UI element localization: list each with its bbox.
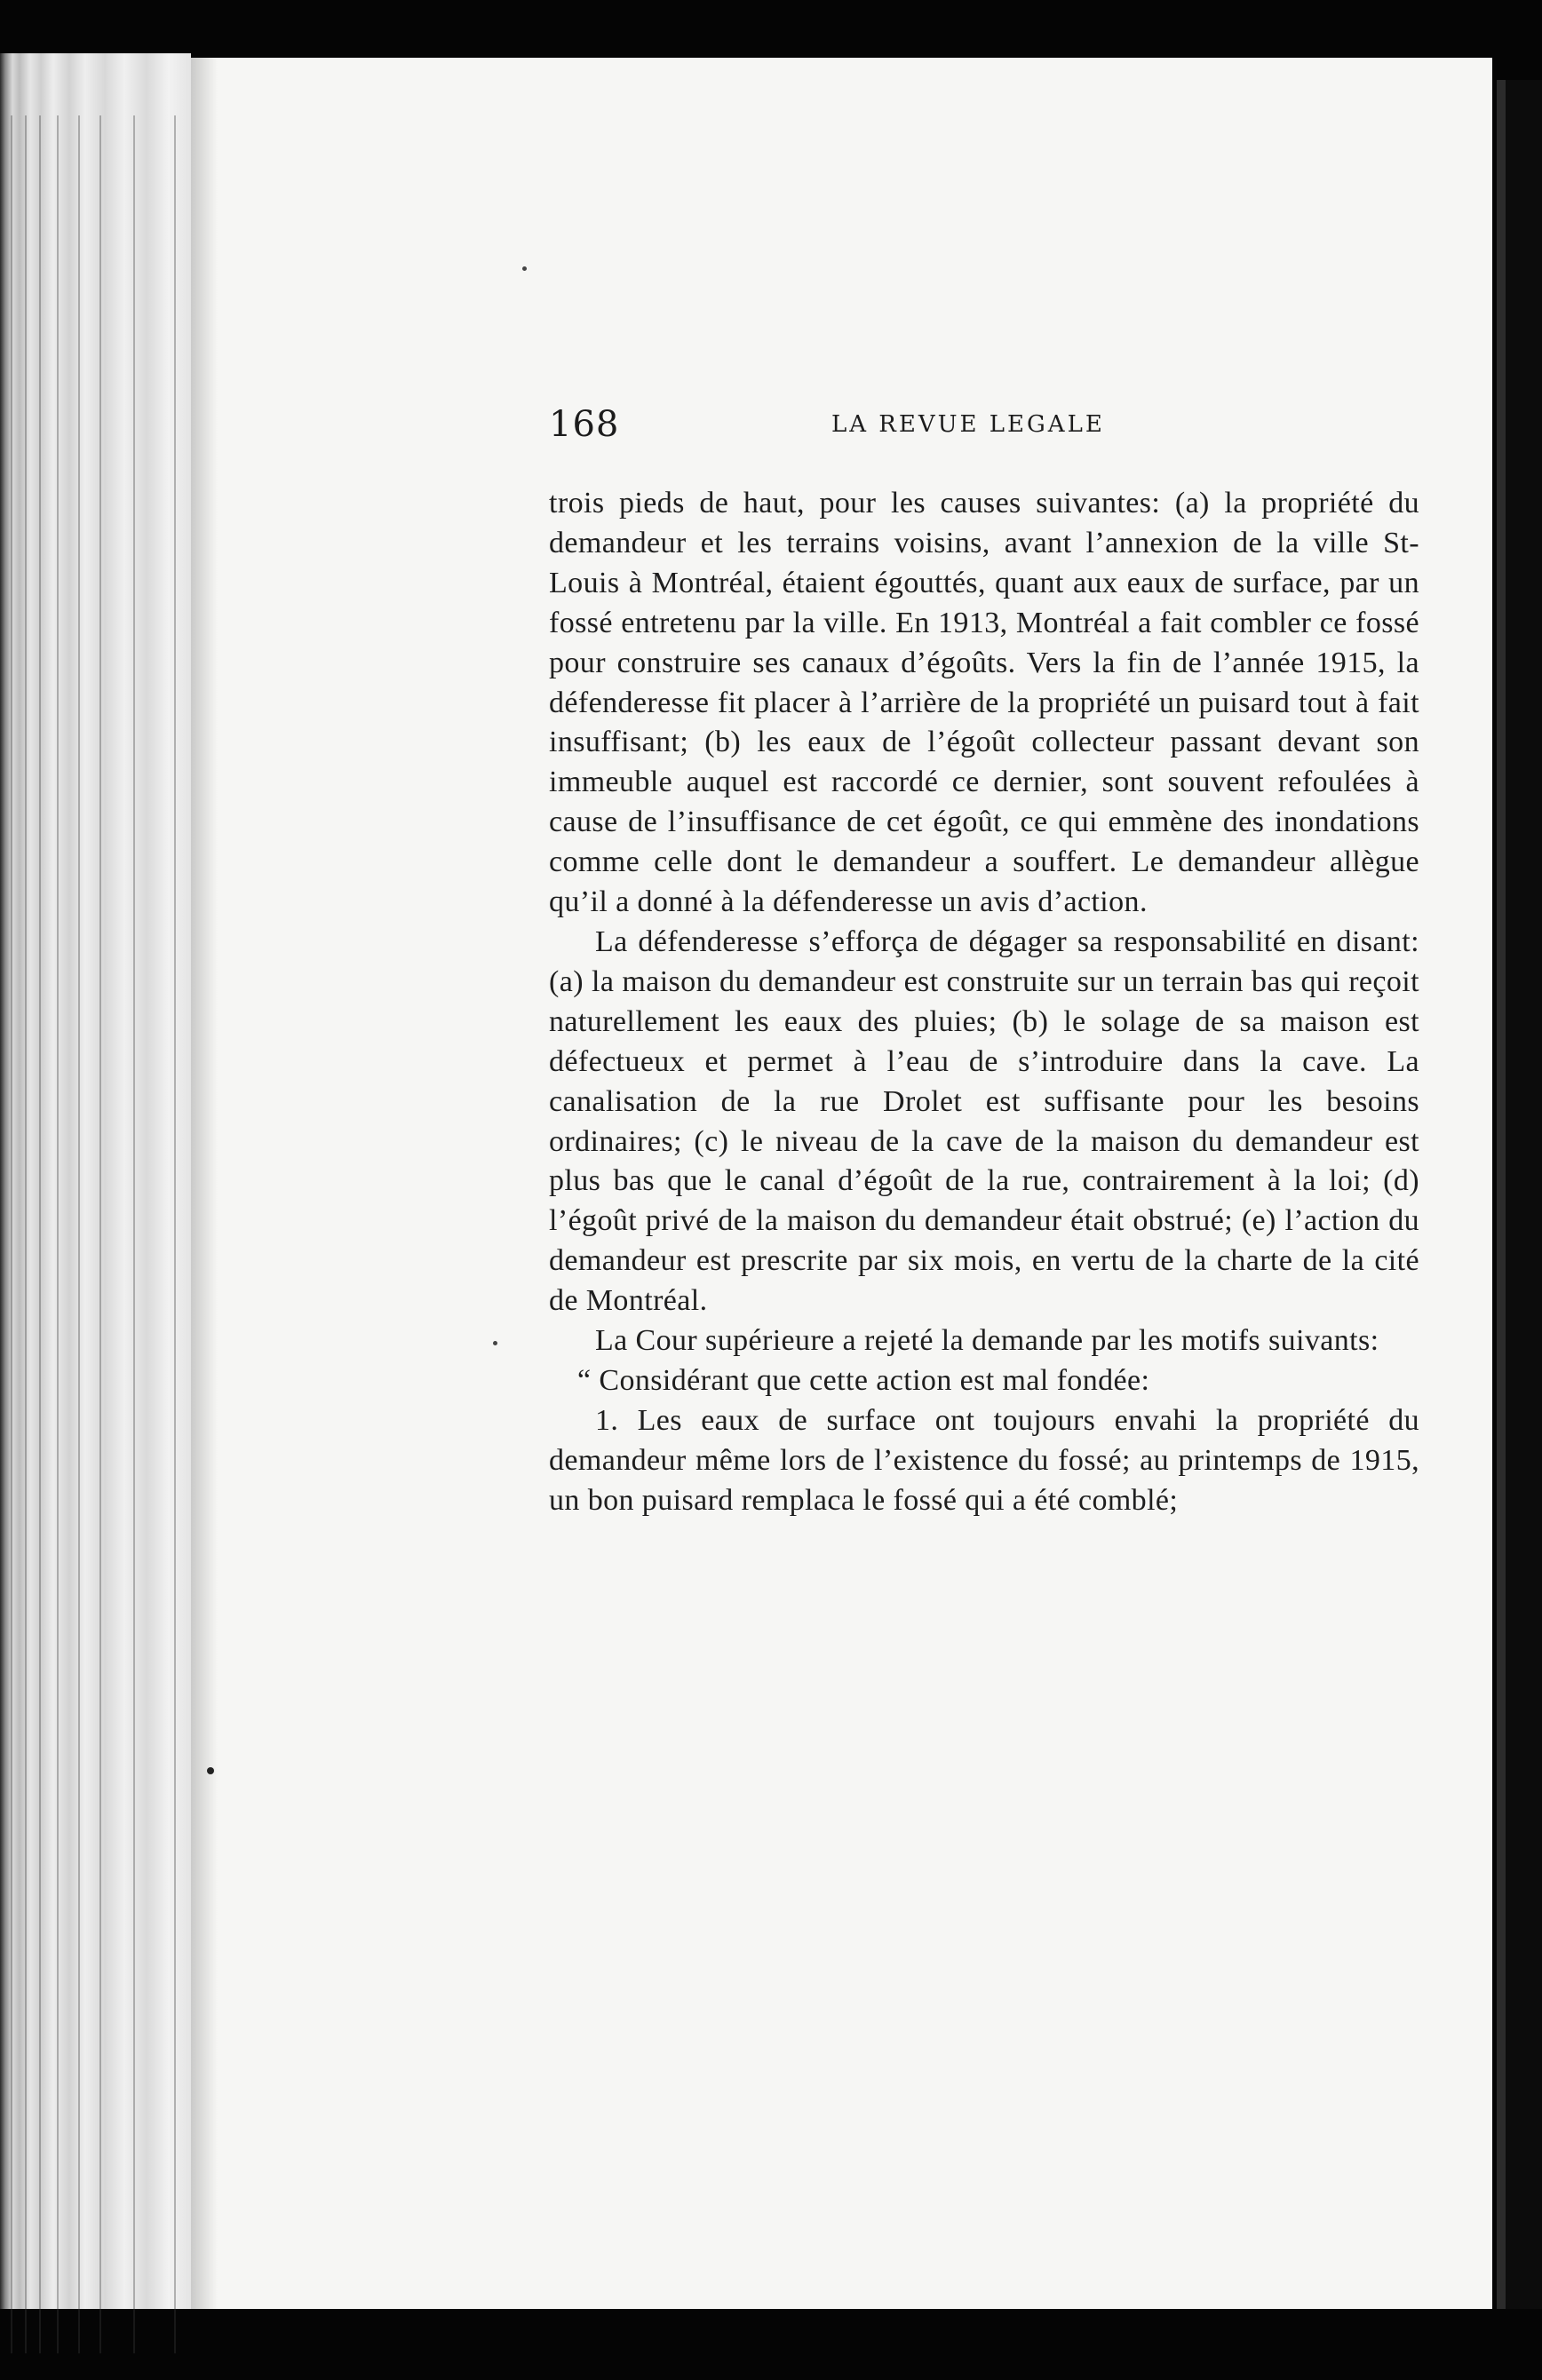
page-number: 168 bbox=[549, 404, 620, 445]
scan-margin-right bbox=[1506, 80, 1542, 2309]
page-edge-line bbox=[133, 115, 135, 2353]
scan-speck bbox=[522, 266, 527, 271]
paragraph: 1. Les eaux de surface ont toujours envahi la propriété du demandeur même lors de l’existence du fossé; au printemps de 1915, un bon puisard remplaca le fossé qui a été comblé; bbox=[549, 1403, 1419, 1517]
book-page-edges bbox=[0, 53, 191, 2309]
paragraph: “ Considérant que cette action est mal fondée: bbox=[577, 1363, 1150, 1397]
running-head: LA REVUE LEGALE bbox=[831, 411, 1105, 438]
page-header bbox=[549, 404, 1117, 457]
paragraph: trois pieds de haut, pour les causes suivantes: (a) la propriété du demandeur et les terrains voisins, avant l’annexion de la ville St-Louis à Montréal, étaient égouttés, quant aux eaux de surface, par un fossé entretenu par la ville. En 1913, Montréal a fait combler ce fossé pour construire ses canaux d’égoûts. Vers la fin de l’année 1915, la défenderesse fit placer à l’arrière de la propriété un puisard tout à fait insuffisant; (b) les eaux de l’égoût collecteur passant devant son immeuble auquel est raccordé ce dernier, sont souvent refoulées à cause de l’insuffisance de cet égoût, ce qui emmène des inondations comme celle dont le demandeur a souffert. Le demandeur allègue qu’il a donné à la défenderesse un avis d’action. bbox=[549, 487, 1419, 919]
scan-speck bbox=[207, 1767, 214, 1774]
page-edge-line bbox=[174, 115, 176, 2353]
page-edge-line bbox=[11, 115, 12, 2353]
page-edge-line bbox=[57, 115, 59, 2353]
paragraph: La défenderesse s’efforça de dégager sa responsabilité en disant: (a) la maison du demandeur est construite sur un terrain bas qui reçoit naturellement les eaux des pluies; (b) le solage de sa maison est défectueux et permet à l’eau de s’introduire dans la cave. La canalisation de la rue Drolet est suffisante pour les besoins ordinaires; (c) le niveau de la cave de la maison du demandeur est plus bas que le canal d’égoût de la rue, contrairement à la loi; (d) l’égoût privé de la maison du demandeur était obstrué; (e) l’action du demandeur est prescrite par six mois, en vertu de la charte de la cité de Montréal. bbox=[549, 924, 1419, 1318]
scan-speck bbox=[493, 1341, 497, 1345]
paragraph: La Cour supérieure a rejeté la demande par les motifs suivants: bbox=[595, 1324, 1379, 1358]
page-right-edge bbox=[1497, 80, 1506, 2309]
page-edge-line bbox=[99, 115, 101, 2353]
gutter-shadow bbox=[191, 58, 218, 2309]
page-edge-line bbox=[39, 115, 41, 2353]
body-text bbox=[549, 484, 1419, 1521]
page-edge-line bbox=[78, 115, 80, 2353]
page-edge-line bbox=[25, 115, 27, 2353]
